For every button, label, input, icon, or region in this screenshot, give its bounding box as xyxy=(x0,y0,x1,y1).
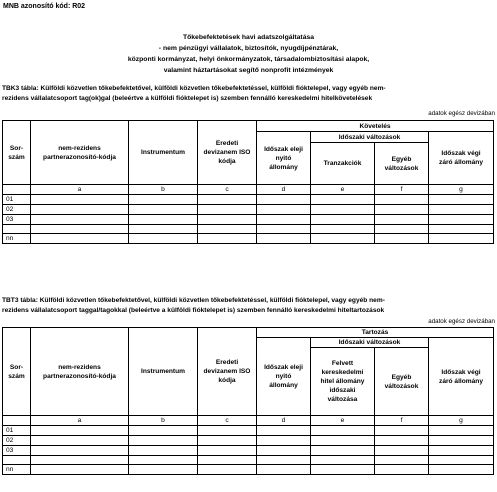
tbk3-title-line: rezidens vállalatcsoport tag(ok)gal (beleértve a külföldi fióktelepet is) szemben fennálló kereskedelmi hitelkövetelések xyxy=(2,95,373,102)
header-group-liability: Tartozás xyxy=(257,328,494,338)
data-cell[interactable] xyxy=(31,195,129,205)
header-period-changes: Időszaki változások xyxy=(311,338,429,348)
data-cell[interactable] xyxy=(429,215,494,225)
gap-cell xyxy=(198,225,257,234)
data-cell[interactable] xyxy=(129,446,198,456)
gap-cell xyxy=(375,225,429,234)
header-opening-stock: Időszak eleji nyitó állomány xyxy=(257,338,311,416)
data-cell[interactable] xyxy=(129,215,198,225)
data-cell[interactable] xyxy=(257,233,311,243)
header-iso-code: Eredeti devizanem ISO kódja xyxy=(198,121,257,185)
letter-cell: b xyxy=(129,185,198,195)
data-cell[interactable] xyxy=(31,215,129,225)
data-cell[interactable] xyxy=(129,233,198,243)
table-row xyxy=(3,233,494,243)
table-row xyxy=(3,436,494,446)
letter-cell: d xyxy=(257,185,311,195)
data-cell[interactable] xyxy=(311,195,375,205)
title-line: - nem pénzügyi vállalatok, biztosítók, nyugdíjpénztárak, xyxy=(158,45,339,52)
header-transactions: Tranzakciók xyxy=(311,143,375,185)
data-cell[interactable] xyxy=(198,195,257,205)
row-number: nn xyxy=(3,464,31,474)
gap-cell xyxy=(429,225,494,234)
letter-cell: b xyxy=(129,416,198,426)
gap-cell xyxy=(3,225,31,234)
data-cell[interactable] xyxy=(257,426,311,436)
letter-cell xyxy=(3,416,31,426)
header-iso-code: Eredeti devizanem ISO kódja xyxy=(198,328,257,416)
data-cell[interactable] xyxy=(198,205,257,215)
title-line: Tőkebefektetések havi adatszolgáltatása xyxy=(182,34,315,41)
data-cell[interactable] xyxy=(311,446,375,456)
gap-cell xyxy=(31,456,129,465)
gap-cell xyxy=(257,225,311,234)
table-row-gap xyxy=(3,225,494,234)
row-number: 01 xyxy=(3,195,31,205)
header-period-changes: Időszaki változások xyxy=(311,132,429,143)
data-cell[interactable] xyxy=(31,436,129,446)
data-cell[interactable] xyxy=(375,233,429,243)
header-sorszam: Sor- szám xyxy=(3,328,31,416)
table-row xyxy=(3,215,494,225)
data-cell[interactable] xyxy=(311,426,375,436)
gap-cell xyxy=(311,225,375,234)
letter-cell: c xyxy=(198,185,257,195)
tbk3-title-line: TBK3 tábla: Külföldi közvetlen tőkebefektetővel, külföldi közvetlen tőkebefektetéssel, külföldi fióktelepel, vagy egyéb nem- xyxy=(2,85,386,92)
letter-cell: e xyxy=(311,185,375,195)
letter-cell: e xyxy=(311,416,375,426)
title-line: valamint háztartásokat segítő nonprofit intézmények xyxy=(163,67,334,74)
header-credit-change: Felvett kereskedelmi hitel állomány időszaki változása xyxy=(311,348,375,416)
gap-cell xyxy=(311,456,375,465)
letter-cell: g xyxy=(429,416,494,426)
report-title xyxy=(0,32,497,76)
data-cell[interactable] xyxy=(129,205,198,215)
data-cell[interactable] xyxy=(429,436,494,446)
data-cell[interactable] xyxy=(311,215,375,225)
data-cell[interactable] xyxy=(31,205,129,215)
row-number: 03 xyxy=(3,215,31,225)
gap-cell xyxy=(129,456,198,465)
data-cell[interactable] xyxy=(375,436,429,446)
gap-cell xyxy=(3,456,31,465)
data-cell[interactable] xyxy=(375,195,429,205)
data-cell[interactable] xyxy=(198,233,257,243)
tbk3-unit-note: adatok egész devizában xyxy=(428,110,495,117)
data-cell[interactable] xyxy=(129,436,198,446)
data-cell[interactable] xyxy=(198,436,257,446)
data-cell[interactable] xyxy=(198,426,257,436)
data-cell[interactable] xyxy=(129,426,198,436)
gap-cell xyxy=(257,456,311,465)
header-instrument: Instrumentum xyxy=(129,328,198,416)
row-number: nn xyxy=(3,233,31,243)
data-cell[interactable] xyxy=(257,464,311,474)
header-partner-code: nem-rezidens partnerazonosító-kódja xyxy=(31,121,129,185)
letter-cell: a xyxy=(31,185,129,195)
letter-cell: a xyxy=(31,416,129,426)
data-cell[interactable] xyxy=(375,464,429,474)
data-cell[interactable] xyxy=(198,446,257,456)
data-cell[interactable] xyxy=(31,233,129,243)
data-cell[interactable] xyxy=(429,446,494,456)
tbt3-title-line: TBT3 tábla: Külföldi közvetlen tőkebefektetővel, külföldi közvetlen tőkebefektetéssel, külföldi fióktelepel, vagy egyéb nem- xyxy=(2,297,385,304)
gap-cell xyxy=(375,456,429,465)
gap-cell xyxy=(129,225,198,234)
letter-cell: d xyxy=(257,416,311,426)
header-partner-code: nem-rezidens partnerazonosító-kódja xyxy=(31,328,129,416)
data-cell[interactable] xyxy=(257,436,311,446)
header-closing-stock: Időszak végi záró állomány xyxy=(429,338,494,416)
gap-cell xyxy=(198,456,257,465)
tbk3-table xyxy=(2,120,494,244)
data-cell[interactable] xyxy=(311,205,375,215)
data-cell[interactable] xyxy=(311,436,375,446)
data-cell[interactable] xyxy=(198,464,257,474)
table-row xyxy=(3,205,494,215)
tbt3-unit-note: adatok egész devizában xyxy=(428,318,495,325)
data-cell[interactable] xyxy=(429,426,494,436)
data-cell[interactable] xyxy=(429,195,494,205)
header-closing-stock: Időszak végi záró állomány xyxy=(429,132,494,185)
data-cell[interactable] xyxy=(129,195,198,205)
data-cell[interactable] xyxy=(429,233,494,243)
tbt3-title-line: rezidens vállalatcsoport taggal/tagokkal (beleértve a külföldi fióktelepet is) szemben fennálló kereskedelmi hiteltartozások xyxy=(2,307,385,314)
row-number: 02 xyxy=(3,436,31,446)
data-cell[interactable] xyxy=(31,426,129,436)
row-number: 01 xyxy=(3,426,31,436)
tbt3-table xyxy=(2,327,494,475)
tbk3-title xyxy=(2,84,494,104)
header-other-changes: Egyéb változások xyxy=(375,143,429,185)
data-cell[interactable] xyxy=(375,446,429,456)
table-row xyxy=(3,426,494,436)
data-cell[interactable] xyxy=(257,205,311,215)
data-cell[interactable] xyxy=(31,464,129,474)
header-instrument: Instrumentum xyxy=(129,121,198,185)
mnb-code-label: MNB azonosító kód: R02 xyxy=(3,3,86,10)
header-opening-stock: Időszak eleji nyitó állomány xyxy=(257,132,311,185)
table-row xyxy=(3,446,494,456)
data-cell[interactable] xyxy=(31,446,129,456)
data-cell[interactable] xyxy=(257,215,311,225)
data-cell[interactable] xyxy=(311,233,375,243)
letter-cell: g xyxy=(429,185,494,195)
header-sorszam: Sor- szám xyxy=(3,121,31,185)
row-number: 02 xyxy=(3,205,31,215)
header-other-changes: Egyéb változások xyxy=(375,348,429,416)
data-cell[interactable] xyxy=(198,215,257,225)
data-cell[interactable] xyxy=(129,464,198,474)
letter-cell: f xyxy=(375,416,429,426)
tbt3-title xyxy=(2,296,494,316)
data-cell[interactable] xyxy=(375,426,429,436)
gap-cell xyxy=(31,225,129,234)
header-group-receivable: Követelés xyxy=(257,121,494,132)
table-row-gap xyxy=(3,456,494,465)
data-cell[interactable] xyxy=(375,205,429,215)
row-number: 03 xyxy=(3,446,31,456)
letter-cell: c xyxy=(198,416,257,426)
data-cell[interactable] xyxy=(257,195,311,205)
gap-cell xyxy=(429,456,494,465)
data-cell[interactable] xyxy=(429,464,494,474)
data-cell[interactable] xyxy=(257,446,311,456)
table-row xyxy=(3,464,494,474)
data-cell[interactable] xyxy=(375,215,429,225)
data-cell[interactable] xyxy=(429,205,494,215)
title-line: központi kormányzat, helyi önkormányzatok, társadalombiztosítási alapok, xyxy=(127,56,370,63)
letter-cell xyxy=(3,185,31,195)
letter-cell: f xyxy=(375,185,429,195)
data-cell[interactable] xyxy=(311,464,375,474)
table-row xyxy=(3,195,494,205)
